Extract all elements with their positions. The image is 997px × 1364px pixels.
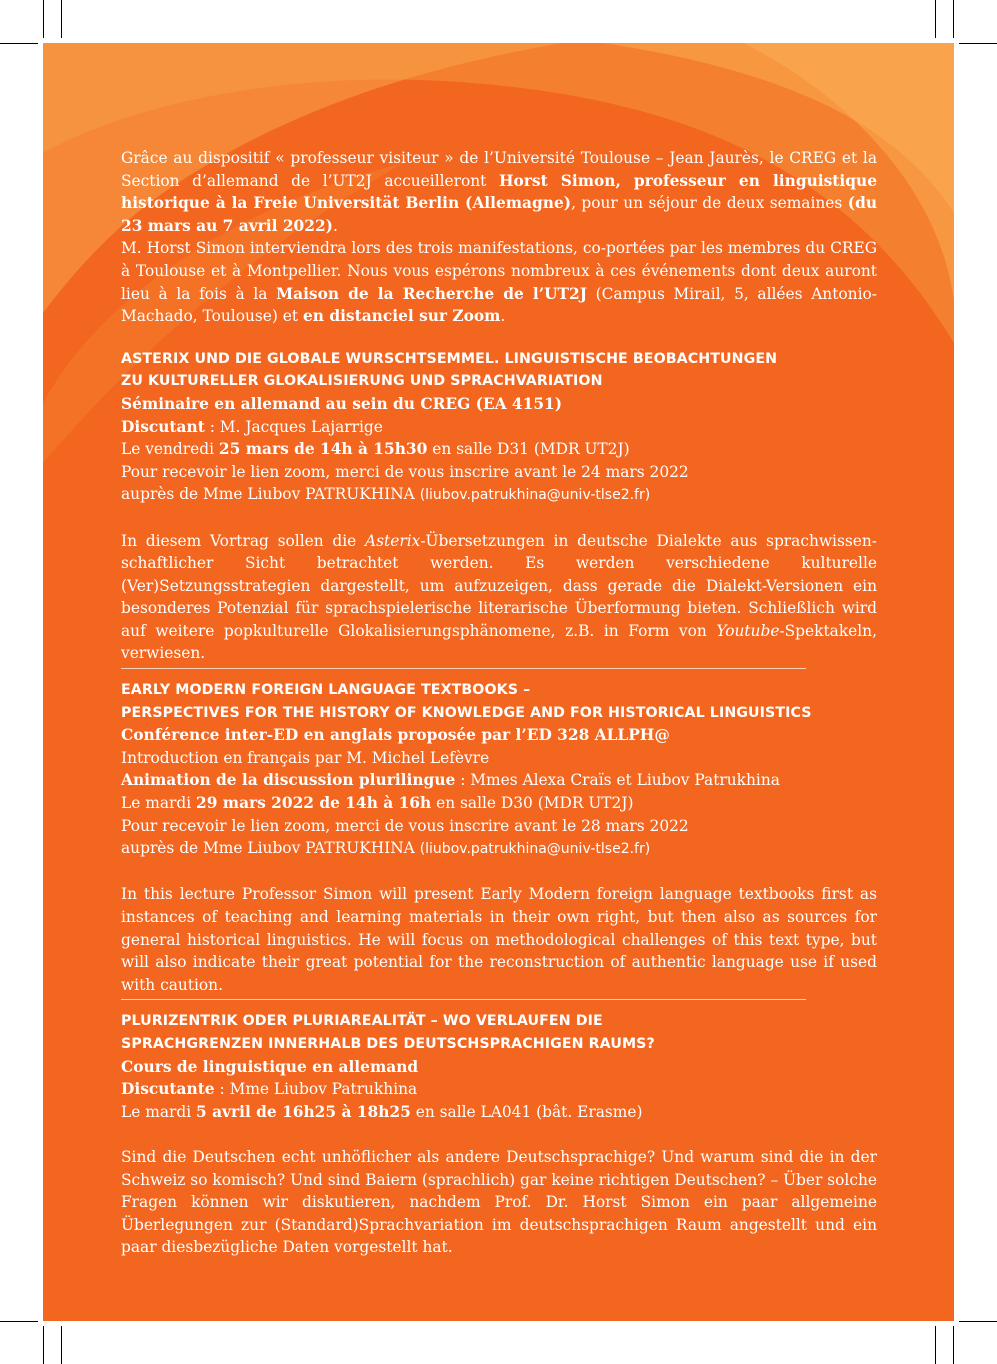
crop-mark — [43, 0, 44, 38]
abstract-text: -Übersetzungen in deutsche Dialekte aus sprachwissenschaftlicher Sicht betrachtet werden. Es werden verschiedene kulturelle (Ver)Setzungsstrategien dargestellt, um aufzuzeigen, dass gerade die Dialekt-Versionen ein besonderes Potenzial für sprachspielerische literarische Überformung bieten. Schließlich wird auf weitere popkulturelle Glokalisierungsphänomene, z.B. in Form von — [121, 531, 877, 640]
intro-text: . — [500, 307, 506, 326]
section-divider — [121, 668, 806, 669]
event-2-type: Conférence inter-ED en anglais proposée par l’ED 328 ALLPH@ — [121, 726, 670, 745]
abstract-text: In diesem Vortrag sollen die — [121, 531, 366, 550]
discussant-label: Discutante — [121, 1080, 215, 1099]
event-2-animation — [121, 769, 877, 792]
event-2-date — [121, 792, 877, 815]
crop-mark — [959, 43, 997, 44]
event-2-abstract: In this lecture Professor Simon will present Early Modern foreign language textbooks first as instances of teaching and learning materials in their own right, but then also as sources for general historical linguistics. He will focus on methodological challenges of this text type, but will also indicate their great potential for the reconstruction of authentic language use if used with caution. — [121, 885, 877, 994]
crop-mark — [953, 0, 954, 38]
intro-stay-dates: (du 23 mars au 7 avril 2022) — [121, 194, 878, 235]
event-1-contact — [121, 483, 877, 507]
crop-mark — [953, 1326, 954, 1364]
crop-mark — [0, 1321, 38, 1322]
animation-value: : Mmes Alexa Craïs et Liubov Patrukhina — [455, 771, 780, 790]
discussant-value: : Mme Liubov Patrukhina — [214, 1080, 418, 1099]
event-2 — [121, 679, 877, 996]
event-1-abstract — [121, 530, 877, 666]
event-2-zoom-note: Pour recevoir le lien zoom, merci de vous inscrire avant le 28 mars 2022 — [121, 816, 689, 835]
contact-text: auprès de Mme Liubov PATRUKHINA — [121, 485, 420, 504]
event-3-type: Cours de linguistique en allemand — [121, 1057, 419, 1076]
main-content — [121, 147, 877, 1259]
event-2-title-line2: PERSPECTIVES FOR THE HISTORY OF KNOWLEDGE AND FOR HISTORICAL LINGUISTICS — [121, 704, 812, 721]
event-1-date — [121, 438, 877, 461]
intro-venue: Maison de la Recherche de l’UT2J — [276, 284, 587, 303]
date-value: 5 avril de 16h25 à 18h25 — [196, 1102, 411, 1121]
room-text: en salle D31 (MDR UT2J) — [427, 440, 630, 459]
crop-mark — [43, 1326, 44, 1364]
event-1-title-line1: ASTERIX UND DIE GLOBALE WURSCHTSEMMEL. LINGUISTISCHE BEOBACHTUNGEN — [121, 350, 778, 367]
event-2-introduction: Introduction en français par M. Michel Lefèvre — [121, 748, 490, 767]
event-3 — [121, 1010, 877, 1259]
event-3-discussant — [121, 1078, 877, 1101]
event-3-title-line2: SPRACHGRENZEN INNERHALB DES DEUTSCHSPRACHIGEN RAUMS? — [121, 1035, 655, 1052]
event-1 — [121, 348, 877, 665]
event-1-title-line2: ZU KULTURELLER GLOKALISIERUNG UND SPRACHVARIATION — [121, 373, 603, 390]
intro-paragraph-2 — [121, 237, 877, 327]
event-2-contact — [121, 837, 877, 861]
crop-mark — [0, 43, 38, 44]
date-text: Le vendredi — [121, 440, 219, 459]
flyer-page — [43, 43, 954, 1321]
intro-text: (Campus Mirail, 5, allées Antonio-Machado, Toulouse) et — [121, 284, 877, 326]
intro-zoom: en distanciel sur Zoom — [302, 307, 501, 326]
date-value: 29 mars 2022 de 14h à 16h — [196, 794, 432, 813]
crop-mark — [935, 1326, 936, 1364]
intro-guest-name: Horst Simon, professeur en linguistique historique à la Freie Universität Berlin (Allemagne) — [121, 171, 877, 213]
intro-paragraph — [121, 147, 877, 237]
event-2-title-line1: EARLY MODERN FOREIGN LANGUAGE TEXTBOOKS – — [121, 682, 531, 699]
discussant-label: Discutant — [121, 417, 205, 436]
date-value: 25 mars de 14h à 15h30 — [218, 440, 428, 459]
event-3-abstract: Sind die Deutschen echt unhöflicher als andere Deutschsprachige? Und warum sind die in der Schweiz so komisch? Und sind Baiern (sprachlich) gar keine richtigen Deutschen? – Über solche Fragen können wir diskutieren, nachdem Prof. Dr. Horst Simon ein paar allgemeine Überlegungen zur (Standard)Sprachvariation im deutschsprachigen Raum angestellt und ein paar diesbezügliche Daten vorgestellt hat. — [121, 1147, 877, 1257]
intro-text: M. Horst Simon interviendra lors des trois manifestations, co-portées par les membres du CREG à Toulouse et à Montpellier. Nous vous espérons nombreux à ces événements dont deux auront lieu à la fois à la — [121, 239, 877, 303]
intro-text: Grâce au dispositif « professeur visiteur » de l’Université Toulouse – Jean Jaurès, le CREG et la Section d’allemand de l’UT2J accueilleront — [121, 149, 877, 190]
event-1-discussant — [121, 416, 877, 439]
abstract-italic: Youtube — [716, 621, 780, 640]
crop-mark — [61, 1326, 62, 1364]
event-3-title-line1: PLURIZENTRIK ODER PLURIAREALITÄT – WO VERLAUFEN DIE — [121, 1013, 603, 1030]
crop-mark — [935, 0, 936, 38]
room-text: en salle D30 (MDR UT2J) — [431, 794, 634, 813]
contact-email[interactable]: (liubov.patrukhina@univ-tlse2.fr) — [419, 841, 651, 858]
date-text: Le mardi — [121, 794, 197, 813]
crop-mark — [959, 1321, 997, 1322]
intro-text: . — [332, 216, 338, 235]
event-3-date — [121, 1101, 877, 1124]
intro-text: , pour un séjour de deux semaines — [571, 194, 848, 213]
room-text: en salle LA041 (bât. Erasme) — [410, 1102, 643, 1121]
event-1-zoom-note: Pour recevoir le lien zoom, merci de vous inscrire avant le 24 mars 2022 — [121, 462, 689, 481]
event-1-type: Séminaire en allemand au sein du CREG (EA 4151) — [121, 394, 563, 413]
discussant-value: : M. Jacques Lajarrige — [204, 417, 383, 436]
abstract-italic: Asterix — [365, 531, 421, 550]
section-divider — [121, 999, 806, 1000]
crop-mark — [61, 0, 62, 38]
contact-email[interactable]: (liubov.patrukhina@univ-tlse2.fr) — [419, 487, 651, 504]
abstract-text: -Spektakeln, verwiesen. — [121, 621, 877, 663]
animation-label: Animation de la discussion plurilingue — [121, 771, 456, 790]
contact-text: auprès de Mme Liubov PATRUKHINA — [121, 839, 420, 858]
date-text: Le mardi — [121, 1102, 197, 1121]
